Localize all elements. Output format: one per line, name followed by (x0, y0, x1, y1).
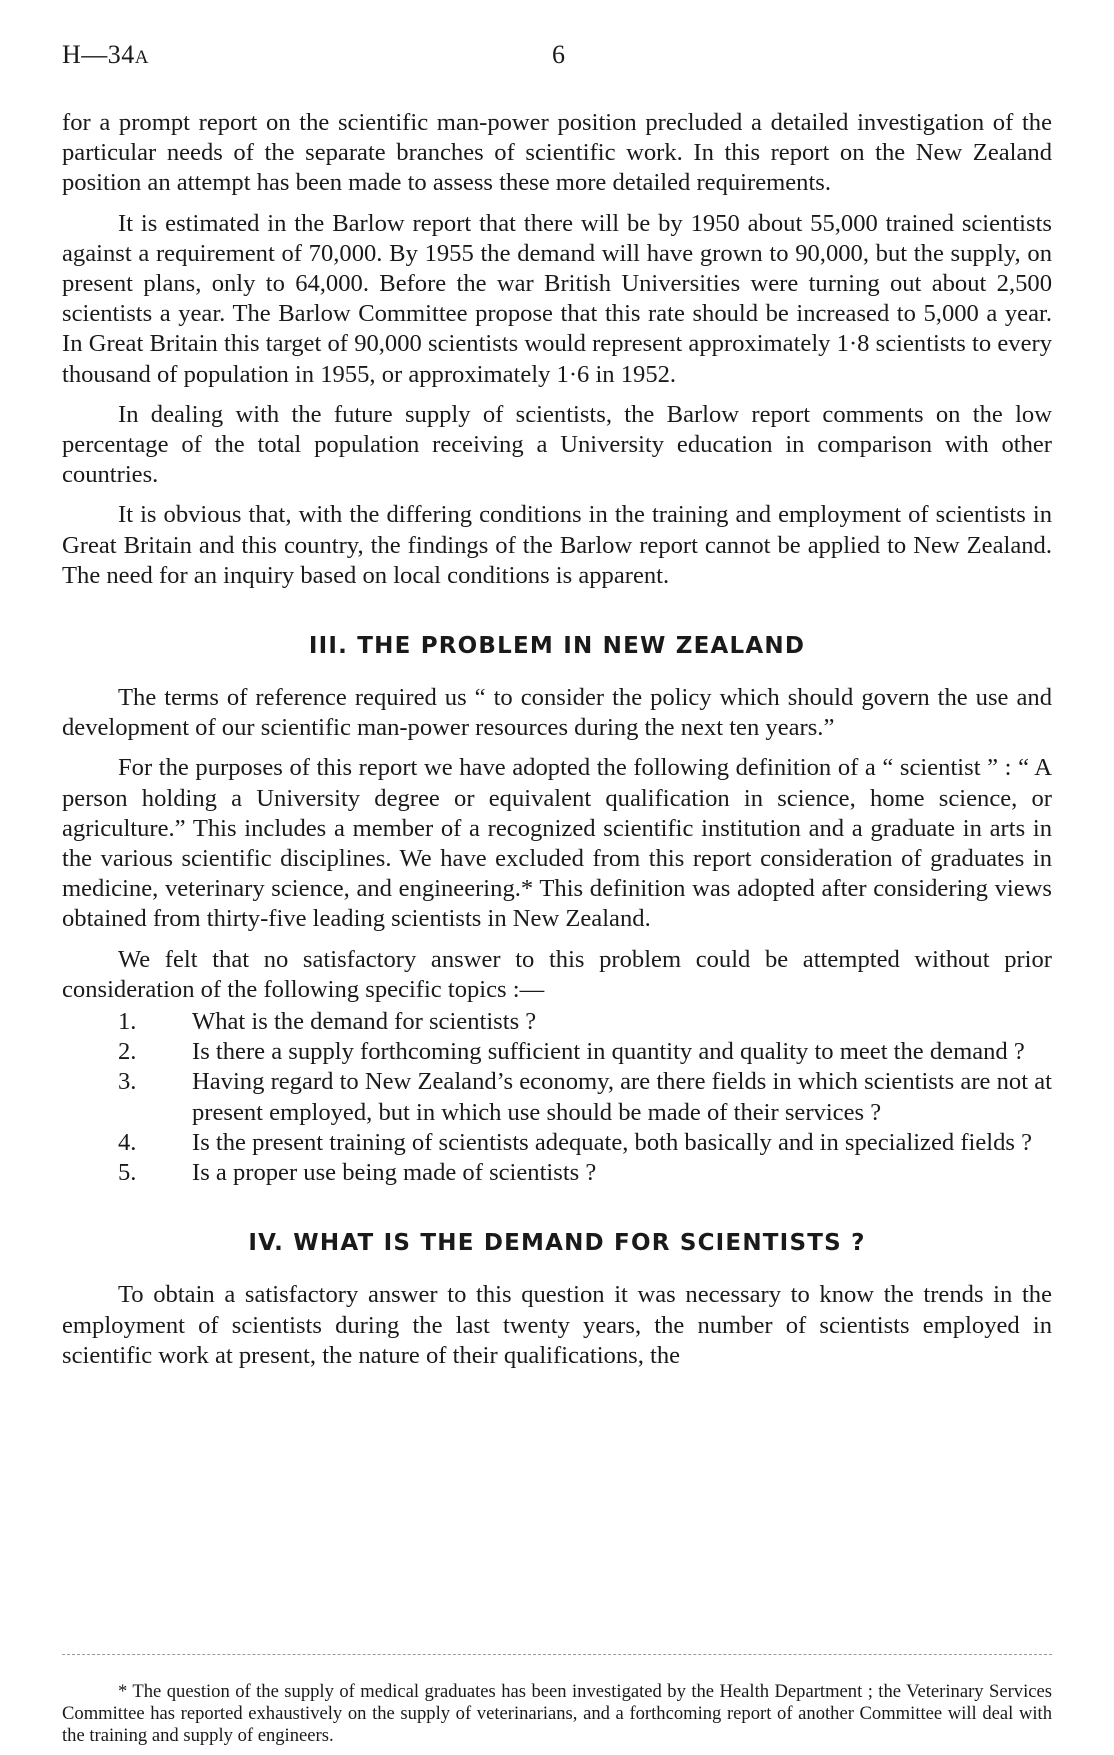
list-item-text: What is the demand for scientists ? (192, 1008, 537, 1036)
list-item (62, 1128, 1052, 1158)
document-reference-main: H—34 (62, 40, 135, 69)
list-item (62, 1158, 1052, 1188)
list-item-text: Is there a supply forthcoming sufficient in quantity and quality to meet the demand ? (192, 1038, 1025, 1066)
document-reference-suffix: A (134, 47, 150, 68)
page-body (62, 108, 1052, 1371)
paragraph: To obtain a satisfactory answer to this question it was necessary to know the trends in the employment of scientists during the last twenty years, the number of scientists employed in scientific work at present, the nature of their qualifications, the (62, 1281, 1052, 1369)
list-item (62, 1007, 1052, 1037)
document-reference (62, 40, 149, 70)
section-heading: III. THE PROBLEM IN NEW ZEALAND (308, 633, 806, 660)
footnote: * The question of the supply of medical graduates has been investigated by the Health Department ; the Veterinary Services Committee has reported exhaustively on the supply of veterinarians, and a forthcoming report of another Committee will deal with the training and supply of engineers. (62, 1680, 1052, 1746)
list-item (62, 1067, 1052, 1127)
paragraph: The terms of reference required us “ to consider the policy which should govern the use and development of our scientific man-power resources during the next ten years.” (62, 684, 1052, 742)
page-number: 6 (552, 40, 565, 69)
list-item-number: 2. (118, 1038, 137, 1066)
list-item-number: 4. (118, 1128, 137, 1156)
list-item-text: Is a proper use being made of scientists ? (192, 1159, 597, 1187)
list-item-number: 3. (118, 1068, 137, 1096)
page-header (62, 40, 1052, 80)
paragraph: for a prompt report on the scientific man-power position precluded a detailed investigation of the particular needs of the separate branches of scientific work. In this report on the New Zealand position an attempt has been made to assess these more detailed requirements. (62, 109, 1052, 197)
list-item (62, 1037, 1052, 1067)
paragraph: We felt that no satisfactory answer to this problem could be attempted without prior consideration of the following specific topics :— (62, 945, 1052, 1003)
paragraph: It is estimated in the Barlow report that there will be by 1950 about 55,000 trained scientists against a requirement of 70,000. By 1955 the demand will have grown to 90,000, but the supply, on present plans, only to 64,000. Before the war British Universities were turning out about 2,500 scientists a year. The Barlow Committee propose that this rate should be increased to 5,000 a year. In Great Britain this target of 90,000 scientists would represent approximately 1·8 scientists to every thousand of population in 1955, or approximately 1·6 in 1952. (62, 209, 1052, 388)
topics-list (62, 1007, 1052, 1188)
paragraph: For the purposes of this report we have adopted the following definition of a “ scientist ” : “ A person holding a University degree or equivalent qualification in science, home science, or agriculture.” This includes a member of a recognized scientific institution and a graduate in arts in the various scientific disciplines. We have excluded from this report consideration of graduates in medicine, veterinary science, and engineering.* This definition was adopted after considering views obtained from thirty-five leading scientists in New Zealand. (62, 754, 1052, 933)
list-item-number: 1. (118, 1008, 137, 1036)
list-item-text: Having regard to New Zealand’s economy, are there fields in which scientists are not at present employed, but in which use should be made of their services ? (192, 1068, 1052, 1126)
list-item-number: 5. (118, 1159, 137, 1187)
paragraph: In dealing with the future supply of scientists, the Barlow report comments on the low percentage of the total population receiving a University education in comparison with other countries. (62, 400, 1052, 489)
section-heading: IV. WHAT IS THE DEMAND FOR SCIENTISTS ? (248, 1230, 866, 1257)
paragraph: It is obvious that, with the differing conditions in the training and employment of scientists in Great Britain and this country, the findings of the Barlow report cannot be applied to New Zealand. The need for an inquiry based on local conditions is apparent. (62, 501, 1052, 589)
footnote-divider (62, 1654, 1052, 1655)
list-item-text: Is the present training of scientists adequate, both basically and in specialized fields ? (192, 1128, 1033, 1156)
